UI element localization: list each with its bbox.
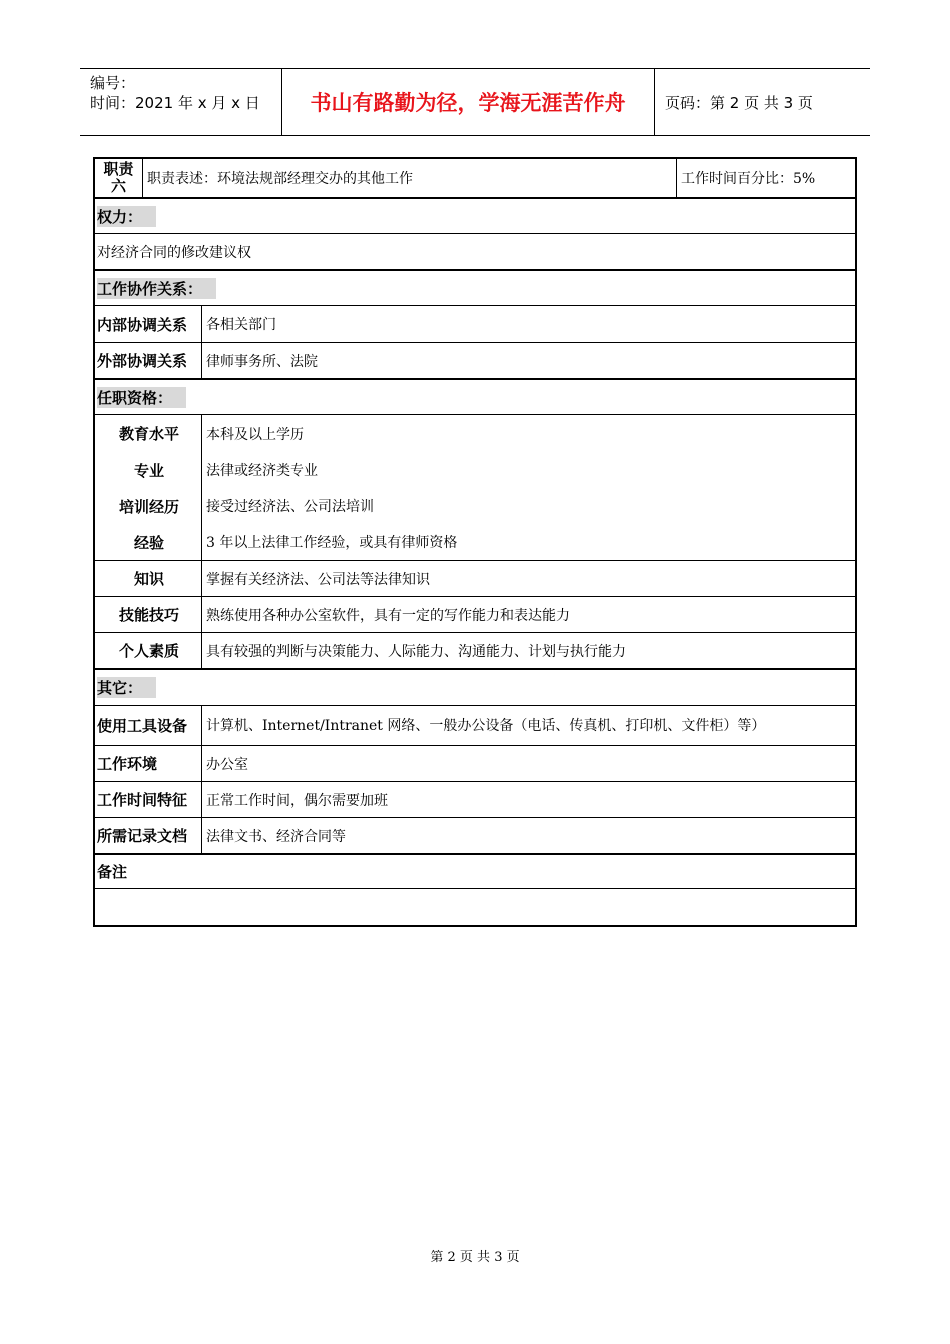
records-row [95,818,855,855]
duty6-description: 职责表述：环境法规部经理交办的其他工作 [143,159,677,197]
page-header [80,68,870,136]
skills-label: 技能技巧 [95,597,202,632]
work-environment-label: 工作环境 [95,746,202,781]
other-title: 其它： [97,677,156,698]
major-value: 法律或经济类专业 [206,463,318,479]
qualification-section-header [95,380,855,415]
records-label: 所需记录文档 [95,818,202,853]
experience-row [95,524,855,561]
qualification-title: 任职资格： [97,387,186,408]
remarks-content-row [95,889,855,925]
job-description-form [93,157,857,927]
skills-value: 熟练使用各种办公室软件，具有一定的写作能力和表达能力 [206,607,570,624]
training-label: 培训经历 [95,488,202,524]
tools-value: 计算机、Internet/Intranet 网络、一般办公设备（电话、传真机、打印机、文件柜）等） [206,717,766,734]
personal-quality-label: 个人素质 [95,633,202,668]
remarks-content [95,889,855,925]
tools-row [95,706,855,746]
internal-coordination-value: 各相关部门 [206,317,276,333]
header-meta [80,69,282,135]
education-label: 教育水平 [95,415,202,452]
cooperation-section-header [95,271,855,306]
document-number: 编号： [90,74,136,92]
skills-row [95,597,855,633]
power-title: 权力： [97,206,156,227]
header-page-number: 页码：第 2 页 共 3 页 [665,93,813,112]
training-row [95,488,855,524]
knowledge-row [95,561,855,597]
internal-coordination-row [95,306,855,343]
experience-value: 3 年以上法律工作经验，或具有律师资格 [206,535,458,551]
records-value: 法律文书、经济合同等 [206,828,346,845]
duty6-label: 职责六 [95,159,143,197]
external-coordination-label: 外部协调关系 [95,343,202,378]
page-footer: 第 2 页 共 3 页 [430,1250,520,1265]
work-time-row [95,782,855,818]
power-content: 对经济合同的修改建议权 [97,244,251,261]
internal-coordination-label: 内部协调关系 [95,306,202,342]
education-value: 本科及以上学历 [206,426,304,443]
duty6-row [95,159,855,199]
work-environment-value: 办公室 [206,756,248,773]
training-value: 接受过经济法、公司法培训 [206,499,374,515]
personal-quality-row [95,633,855,670]
external-coordination-value: 律师事务所、法院 [206,353,318,370]
education-row [95,415,855,452]
power-content-row [95,234,855,271]
knowledge-label: 知识 [95,561,202,596]
header-slogan: 书山有路勤为径，学海无涯苦作舟 [282,69,655,135]
document-date: 时间：2021 年 x 月 x 日 [90,94,260,112]
other-section-header [95,670,855,706]
duty6-time-percent: 工作时间百分比：5% [681,171,816,187]
work-time-label: 工作时间特征 [95,782,202,817]
remarks-section-header [95,855,855,889]
major-label: 专业 [95,452,202,488]
external-coordination-row [95,343,855,380]
personal-quality-value: 具有较强的判断与决策能力、人际能力、沟通能力、计划与执行能力 [206,643,626,660]
remarks-title: 备注 [97,863,128,881]
knowledge-value: 掌握有关经济法、公司法等法律知识 [206,571,430,588]
major-row [95,452,855,488]
power-section-header [95,199,855,234]
work-time-value: 正常工作时间，偶尔需要加班 [206,792,388,809]
experience-label: 经验 [95,524,202,560]
tools-label: 使用工具设备 [95,706,202,745]
work-environment-row [95,746,855,782]
cooperation-title: 工作协作关系： [97,278,216,299]
